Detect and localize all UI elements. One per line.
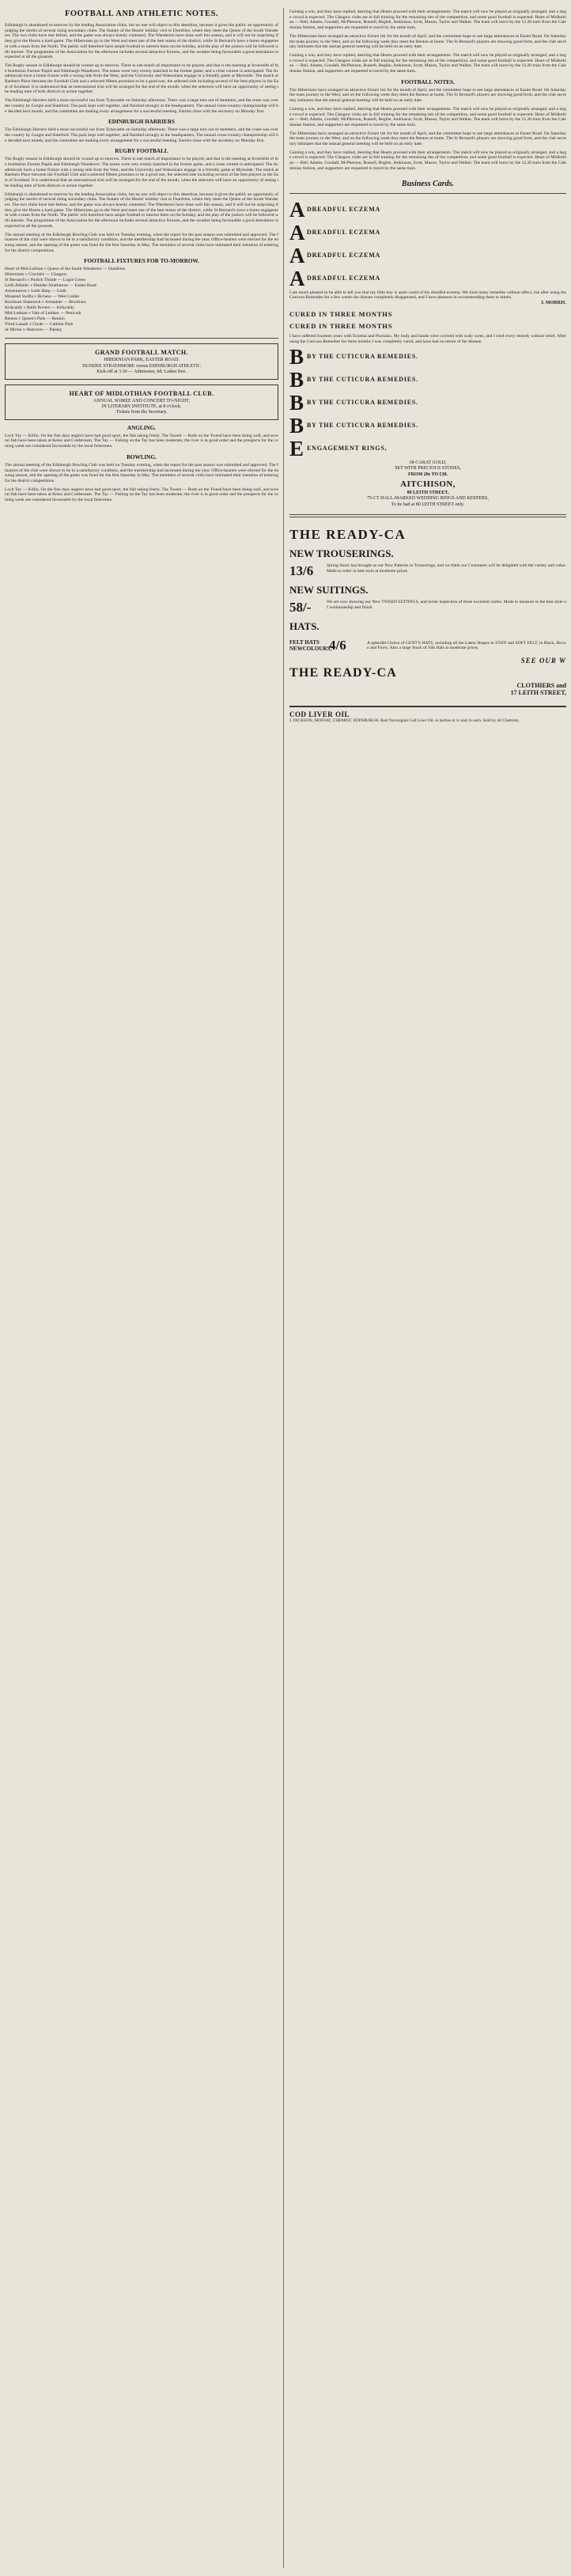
- cod-liver-oil-body: J. DICKSON, MOFFAT, CHEMIST, EDINBURGH. Best Norwegian Cod Liver Oil, in bottles at 1s and 2s each. Sold by all Chemists.: [289, 718, 520, 724]
- section-body-harriers: The Edinburgh Harriers held a most successful run from Tynecastle on Saturday afternoon. There was a large turn out of members, and the route was over the country by Gorgie and Slateford. The pack kept well together, and finished strongly at the headquarters. The annual cross-country championship will be decided next month, and the committee are making every arrangement for a successful meeting. Entries close with the secretary on Monday first.: [5, 127, 280, 143]
- section-title-harriers: EDINBURGH HARRIERS: [108, 119, 176, 126]
- section-body-angling: Loch Tay — Killin. On the fine days anglers have had good sport, the fish taking freely. The Tweed — Rods on the Tweed have been doing well, and several fish have been taken at Kelso and Coldstream. The Tay — Fishing on the Tay has been moderate; the river is in good order and the prospects for the coming week are considered favourable by the local fishermen.: [5, 433, 278, 449]
- eczema-heading: A DREADFUL ECZEMA: [289, 243, 381, 267]
- cured-heading: CURED IN THREE MONTHS: [289, 322, 393, 331]
- section-body-rugby-3: The annual meeting of the Edinburgh Bowling Club was held on Tuesday evening, when the report for the past season was submitted and approved. The finances of the club were shown to be in a satisfactory condition, and the membership had increased during the year. Office-bearers were elected for the ensuing season, and the opening of the green was fixed for the first Saturday in May. The members of several clubs have intimated their intention of entering for the district competitions.: [5, 232, 280, 253]
- ad-line: IN LITERARY INSTITUTE, at 8 o'clock.: [101, 403, 182, 409]
- headline-football-athletic: FOOTBALL AND ATHLETIC NOTES.: [64, 9, 219, 18]
- ad-line: Tickets from the Secretary.: [115, 410, 168, 415]
- cuticura-heading: B BY THE CUTICURA REMEDIES.: [289, 367, 418, 392]
- fixture-item: Mid-Lothian v Vale of Leithen — Penicuik: [5, 311, 81, 316]
- article-body-top-3: Gaining a win, and they have replied, desiring that Hearts proceed with their arrangements. The match will now be played as originally arranged, and a large crowd is expected. The Glasgow clubs are in full training for the remaining ties of the competition, and some good football is expected. Heart of Midlothian — Bell, Adams, Goodall, McPherson, Russell, Begbie, Jenkinson, Scott, Mason, Taylor and Walker. The team will leave by the 12.20 train from the Caledonian Station, and supporters are requested to travel by the same train.: [289, 52, 566, 74]
- fixture-item: Third Lanark v Clyde — Cathkin Park: [5, 322, 74, 328]
- fixture-item: Kirkcaldy v Raith Rovers — Kirkcaldy: [5, 305, 75, 311]
- section-title-notes: FOOTBALL NOTES.: [401, 78, 455, 85]
- article-body-top: Gaining a win, and they have replied, desiring that Hearts proceed with their arrangements. The match will now be played as originally arranged, and a large crowd is expected. The Glasgow clubs are in full training for the remaining ties of the competition, and some good football is expected. Heart of Midlothian — Bell, Adams, Goodall, McPherson, Russell, Begbie, Jenkinson, Scott, Mason, Taylor and Walker. The team will leave by the 12.20 train from the Caledonian Station, and supporters are requested to travel by the same train.: [289, 9, 566, 31]
- eczema-heading: A DREADFUL ECZEMA: [289, 266, 381, 290]
- aitchison-title: AITCHISON,: [400, 479, 456, 490]
- article-body-top-2: The Hibernians have arranged an attractive fixture list for the month of April, and the committee hope to see large attendances at Easter Road. On Saturday the team journey to the West, and on the following week they meet the Renton at home. The St Bernard's players are showing good form, and the club secretary intimates that the annual general meeting will be held on an early date.: [289, 33, 568, 50]
- drop-cap: B: [289, 367, 304, 392]
- drop-cap: A: [289, 220, 305, 244]
- see-our-windows: SEE OUR W: [520, 657, 566, 665]
- fixture-item: St Mirren v Abercorn — Paisley: [5, 328, 62, 333]
- rings-ad: 18-CARAT GOLD, SET WITH PRECIOUS STONES, FROM 20s TO £30. AITCHISON, 80 LEITH STREET, 75-CT HALL-MARKED WEDDING RINGS AND KEEPERS, To be had at 80 LEITH STREET only.: [289, 460, 566, 508]
- cuticura-heading: B BY THE CUTICURA REMEDIES.: [289, 390, 418, 415]
- drop-cap: A: [289, 266, 305, 290]
- rule: [5, 338, 278, 339]
- section-body-rugby-2: Edinburgh is abandoned to-morrow by the leading Association clubs, but no one will object to this desertion, because it gives the public an opportunity of judging the merits of several rising secondary clubs. The feature of the Hearts' holiday visit to Dumfries, where they meet the Queen of the South Wanderers. The two clubs have met before, and the game was always keenly contested. The Wanderers have done well this season, and it will not be surprising if they give the Hearts a hard game. The Hibernians go to the West and meet one of the best teams of the district, while St Bernard's have a home engagement with a team from the North. The public will therefore have ample football to interest them on the holiday, and the play of the juniors will be followed with interest. The programme of the Association for the afternoon includes several attractive fixtures, and the weather being favourable a good attendance is expected at all the grounds.: [5, 191, 280, 229]
- article-body-continued-2: The Edinburgh Harriers held a most successful run from Tynecastle on Saturday afternoon. There was a large turn out of members, and the route was over the country by Gorgie and Slateford. The pack kept well together, and finished strongly at the headquarters. The annual cross-country championship will be decided next month, and the committee are making every arrangement for a successful meeting. Entries close with the secretary on Monday first.: [5, 98, 280, 114]
- trouserings-price: 13/6: [289, 563, 314, 579]
- footer-line: CLOTHIERS and: [516, 682, 566, 690]
- hats-price: 4/6: [329, 638, 346, 653]
- suitings-body: We are now showing our New TWEED SUITINGS, and invite inspection of these excellent cloths. Made to measure in the best style of workmanship and finish.: [327, 600, 566, 610]
- ad-football-match: [5, 343, 278, 379]
- section-body-notes-4: Gaining a win, and they have replied, desiring that Hearts proceed with their arrangements. The match will now be played as originally arranged, and a large crowd is expected. The Glasgow clubs are in full training for the remaining ties of the competition, and some good football is expected. Heart of Midlothian — Bell, Adams, Goodall, McPherson, Russell, Begbie, Jenkinson, Scott, Mason, Taylor and Walker. The team will leave by the 12.20 train from the Caledonian Station, and supporters are requested to travel by the same train.: [289, 150, 566, 171]
- fixture-item: Adventurers v Leith Harp — Leith: [5, 289, 66, 294]
- section-body-notes: The Hibernians have arranged an attractive fixture list for the month of April, and the committee hope to see large attendances at Easter Road. On Saturday the team journey to the West, and on the following week they meet the Renton at home. The St Bernard's players are showing good form, and the club secretary intimates that the annual general meeting will be held on an early date.: [289, 87, 568, 104]
- section-body-bowling-2: Loch Tay — Killin. On the fine days anglers have had good sport, the fish taking freely. The Tweed — Rods on the Tweed have been doing well, and several fish have been taken at Kelso and Coldstream. The Tay — Fishing on the Tay has been moderate; the river is in good order and the prospects for the coming week are considered favourable by the local fishermen.: [5, 487, 278, 503]
- hats-row: [289, 638, 566, 653]
- fixtures-title: FOOTBALL FIXTURES FOR TO-MORROW.: [84, 258, 199, 265]
- rule: [289, 193, 566, 194]
- drop-cap: A: [289, 197, 305, 222]
- fixture-item: Hibernians v Cowlairs — Glasgow: [5, 272, 67, 278]
- fixture-item: Mossend Swifts v Bo'ness — West Calder: [5, 294, 80, 300]
- cured-testimonial: I have suffered fourteen years with Eczema and Psoriasis. My body and hands were covered with scaly sores, and I tried every remedy without relief. After using the Cuticura Remedies for three months I was completely cured, and have had no return of the disease.: [289, 334, 568, 345]
- article-body: Edinburgh is abandoned to-morrow by the leading Association clubs, but no one will object to this desertion, because it gives the public an opportunity of judging the merits of several rising secondary clubs. The feature of the Hearts' holiday visit to Dumfries, where they meet the Queen of the South Wanderers. The two clubs have met before, and the game was always keenly contested. The Wanderers have done well this season, and it will not be surprising if they give the Hearts a hard game. The Hibernians go to the West and meet one of the best teams of the district, while St Bernard's have a home engagement with a team from the North. The public will therefore have ample football to interest them on the holiday, and the play of the juniors will be followed with interest. The programme of the Association for the afternoon includes several attractive fixtures, and the weather being favourable a good attendance is expected at all the grounds.: [5, 23, 280, 60]
- trouserings-row: [289, 563, 566, 579]
- ready-cash-title: THE READY-CA: [289, 527, 407, 543]
- ready-cash-footer: THE READY-CA: [289, 666, 398, 680]
- suitings-title: NEW SUITINGS.: [289, 584, 369, 597]
- drop-cap: B: [289, 390, 304, 415]
- drop-cap: B: [289, 344, 304, 369]
- fixture-item: Heart of Mid-Lothian v Queen of the South Wanderers — Dumfries: [5, 267, 125, 272]
- ad-hearts-soiree: [5, 385, 278, 420]
- cuticura-heading: B BY THE CUTICURA REMEDIES.: [289, 413, 418, 438]
- cured-heading: CURED IN THREE MONTHS: [289, 310, 393, 319]
- column-divider: [283, 8, 284, 2568]
- cuticura-heading: B BY THE CUTICURA REMEDIES.: [289, 344, 418, 369]
- rule: [289, 514, 566, 517]
- eczema-testimonial: I am much pleased to be able to tell you that my little boy is quite cured of his dreadful eczema. We tried many remedies without effect, but after using the Cuticura Remedies for a few weeks the disease completely disappeared, and I have pleasure in recommending them to others.: [289, 290, 568, 301]
- ad-line: DUNDEE STRATHMORE versus EDINBURGH ATHLETIC: [82, 363, 201, 369]
- ad-title: HEART OF MIDLOTHIAN FOOTBALL CLUB.: [69, 389, 214, 397]
- hats-labels: FELT HATS NEWCOLOURS,: [289, 639, 332, 653]
- eczema-signature: J. MORRIS.: [540, 300, 566, 305]
- fixture-item: Broxburn Shamrock v Armadale — Broxburn: [5, 300, 86, 305]
- hats-title: HATS.: [289, 620, 320, 633]
- rings-heading: E ENGAGEMENT RINGS,: [289, 436, 388, 460]
- suitings-row: [289, 600, 566, 616]
- left-column: [5, 0, 278, 2576]
- cod-liver-oil-ad: COD LIVER OIL: [289, 706, 566, 718]
- section-body-bowling: The annual meeting of the Edinburgh Bowling Club was held on Tuesday evening, when the report for the past season was submitted and approved. The finances of the club were shown to be in a satisfactory condition, and the membership had increased during the year. Office-bearers were elected for the ensuing season, and the opening of the green was fixed for the first Saturday in May. The members of several clubs have intimated their intention of entering for the district competitions.: [5, 462, 280, 483]
- section-body-rugby: The Rugby season in Edinburgh should be wound up to-morrow. There is one match of importance to be played, and that is the meeting at Inverleith of the Institution Former Pupils and Edinburgh Wanderers. The teams were very evenly matched in the former game, and a close contest is anticipated. The Academicals have a home fixture with a strong side from the West, and the University and Watsonians engage in a friendly game at Myreside. The match at Raeburn Place between the Football Club and a selected fifteen promises to be a good one, the selected side including several of the best players in the East of Scotland. It is understood that an international trial will be arranged for the end of the month, when the selectors will have an opportunity of seeing the leading men of both districts in action together.: [5, 157, 280, 188]
- section-title-rugby: RUGBY FOOTBALL: [115, 148, 168, 155]
- ad-line: HIBERNIAN PARK, EASTER ROAD.: [104, 358, 180, 363]
- article-body-continued: The Rugby season in Edinburgh should be wound up to-morrow. There is one match of importance to be played, and that is the meeting at Inverleith of the Institution Former Pupils and Edinburgh Wanderers. The teams were very evenly matched in the former game, and a close contest is anticipated. The Academicals have a home fixture with a strong side from the West, and the University and Watsonians engage in a friendly game at Myreside. The match at Raeburn Place between the Football Club and a selected fifteen promises to be a good one, the selected side including several of the best players in the East of Scotland. It is understood that an international trial will be arranged for the end of the month, when the selectors will have an opportunity of seeing the leading men of both districts in action together.: [5, 63, 280, 95]
- drop-cap: A: [289, 243, 305, 267]
- business-cards-title: Business Cards.: [401, 179, 455, 188]
- trouserings-body: Spring Stock has brought us our New Patterns in Trouserings, and we think our Customers will be delighted with the variety and value. Made to order in best style at moderate prices.: [327, 563, 568, 574]
- eczema-heading: A DREADFUL ECZEMA: [289, 220, 381, 244]
- fixture-item: St Bernard's v Partick Thistle — Logie Green: [5, 278, 86, 283]
- section-title-bowling: BOWLING.: [127, 453, 157, 460]
- section-body-notes-2: Gaining a win, and they have replied, desiring that Hearts proceed with their arrangements. The match will now be played as originally arranged, and a large crowd is expected. The Glasgow clubs are in full training for the remaining ties of the competition, and some good football is expected. Heart of Midlothian — Bell, Adams, Goodall, McPherson, Russell, Begbie, Jenkinson, Scott, Mason, Taylor and Walker. The team will leave by the 12.20 train from the Caledonian Station, and supporters are requested to travel by the same train.: [289, 106, 566, 127]
- section-title-angling: ANGLING.: [127, 424, 157, 431]
- right-column: [289, 0, 566, 2576]
- ad-title: GRAND FOOTBALL MATCH.: [95, 349, 188, 357]
- ad-line: Kick-off at 3.30 — Admission, 6d; Ladies free.: [96, 369, 187, 375]
- section-body-notes-3: The Hibernians have arranged an attractive fixture list for the month of April, and the committee hope to see large attendances at Easter Road. On Saturday the team journey to the West, and on the following week they meet the Renton at home. The St Bernard's players are showing good form, and the club secretary intimates that the annual general meeting will be held on an early date.: [289, 131, 568, 147]
- drop-cap: E: [289, 436, 304, 460]
- footer-line: 17 LEITH STREET,: [510, 689, 566, 697]
- fixtures-list: [5, 267, 278, 333]
- fixture-item: Leith Athletic v Dundee Strathmore — Easter Road: [5, 283, 96, 289]
- suitings-price: 58/-: [289, 600, 312, 616]
- fixture-item: Renton v Queen's Park — Renton: [5, 316, 65, 322]
- hats-body: A splendid Choice of GENT'S HATS, including all the Latest Shapes in STIFF and SOFT FELT, in Black, Brown and Fawn. Also a large Stock of Silk Hats at moderate prices.: [367, 640, 566, 651]
- eczema-heading: A DREADFUL ECZEMA: [289, 197, 381, 222]
- drop-cap: B: [289, 413, 304, 438]
- ad-line: ANNUAL SOIREE AND CONCERT TO-NIGHT,: [93, 398, 190, 403]
- trouserings-title: NEW TROUSERINGS.: [289, 547, 394, 560]
